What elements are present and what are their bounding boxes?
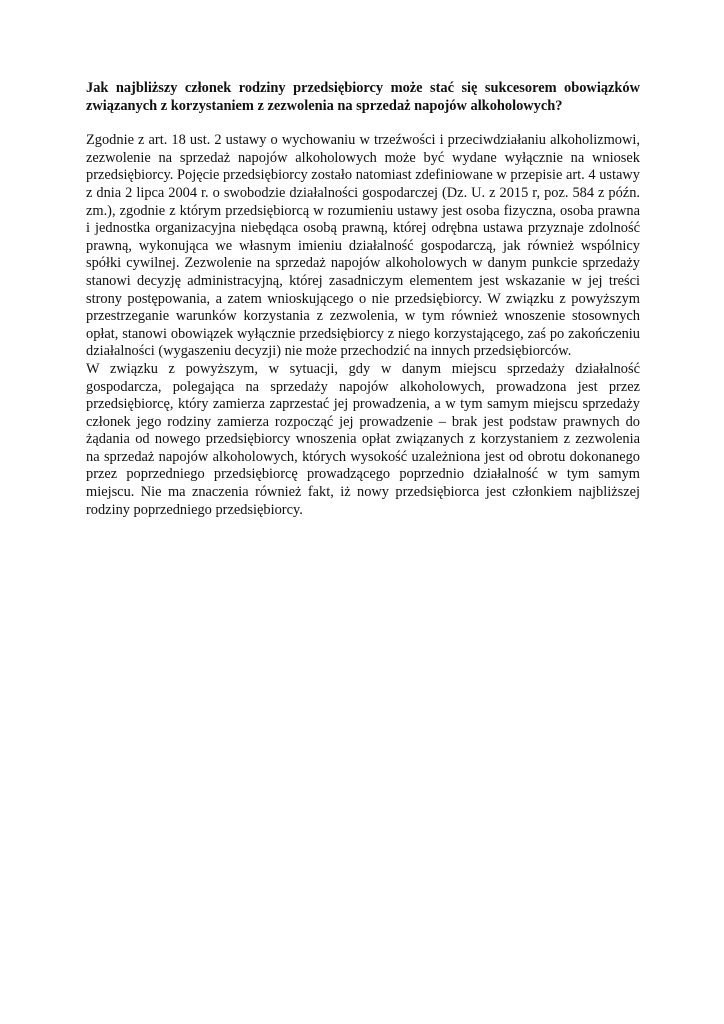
document-title: Jak najbliższy członek rodziny przedsiębiorcy może stać się sukcesorem obowiązków związanych z korzystaniem z zezwolenia na sprzedaż napojów alkoholowych? (86, 80, 640, 114)
paragraph-1: Zgodnie z art. 18 ust. 2 ustawy o wychowaniu w trzeźwości i przeciwdziałaniu alkoholizmowi, zezwolenie na sprzedaż napojów alkoholowych może być wydane wyłącznie na wniosek przedsiębiorcy. Pojęcie przedsiębiorcy zostało natomiast zdefiniowane w przepisie art. 4 ustawy z dnia 2 lipca 2004 r. o swobodzie działalności gospodarczej (Dz. U. z 2015 r, poz. 584 z późn. zm.), zgodnie z którym przedsiębiorcą w rozumieniu ustawy jest osoba fizyczna, osoba prawna i jednostka organizacyjna niebędąca osobą prawną, której odrębna ustawa przyznaje zdolność prawną, wykonująca we własnym imieniu działalność gospodarczą, jak również wspólnicy spółki cywilnej. Zezwolenie na sprzedaż napojów alkoholowych w danym punkcie sprzedaży stanowi decyzję administracyjną, której zasadniczym elementem jest wskazanie w jej treści strony postępowania, a zatem wnioskującego o nie przedsiębiorcy. W związku z powyższym przestrzeganie warunków korzystania z zezwolenia, w tym również wnoszenie stosownych opłat, stanowi obowiązek wyłącznie przedsiębiorcy z niego korzystającego, zaś po zakończeniu działalności (wygaszeniu decyzji) nie może przechodzić na innych przedsiębiorców. (86, 132, 640, 360)
document-page (86, 80, 640, 519)
paragraph-2: W związku z powyższym, w sytuacji, gdy w danym miejscu sprzedaży działalność gospodarcza, polegająca na sprzedaży napojów alkoholowych, prowadzona jest przez przedsiębiorcę, który zamierza zaprzestać jej prowadzenia, a w tym samym miejscu sprzedaży członek jego rodziny zamierza rozpocząć jej prowadzenie – brak jest podstaw prawnych do żądania od nowego przedsiębiorcy wnoszenia opłat związanych z korzystaniem z zezwolenia na sprzedaż napojów alkoholowych, których wysokość uzależniona jest od obrotu dokonanego przez poprzedniego przedsiębiorcę prowadzącego poprzednio działalność w tym samym miejscu. Nie ma znaczenia również fakt, iż nowy przedsiębiorca jest członkiem najbliższej rodziny poprzedniego przedsiębiorcy. (86, 360, 640, 518)
